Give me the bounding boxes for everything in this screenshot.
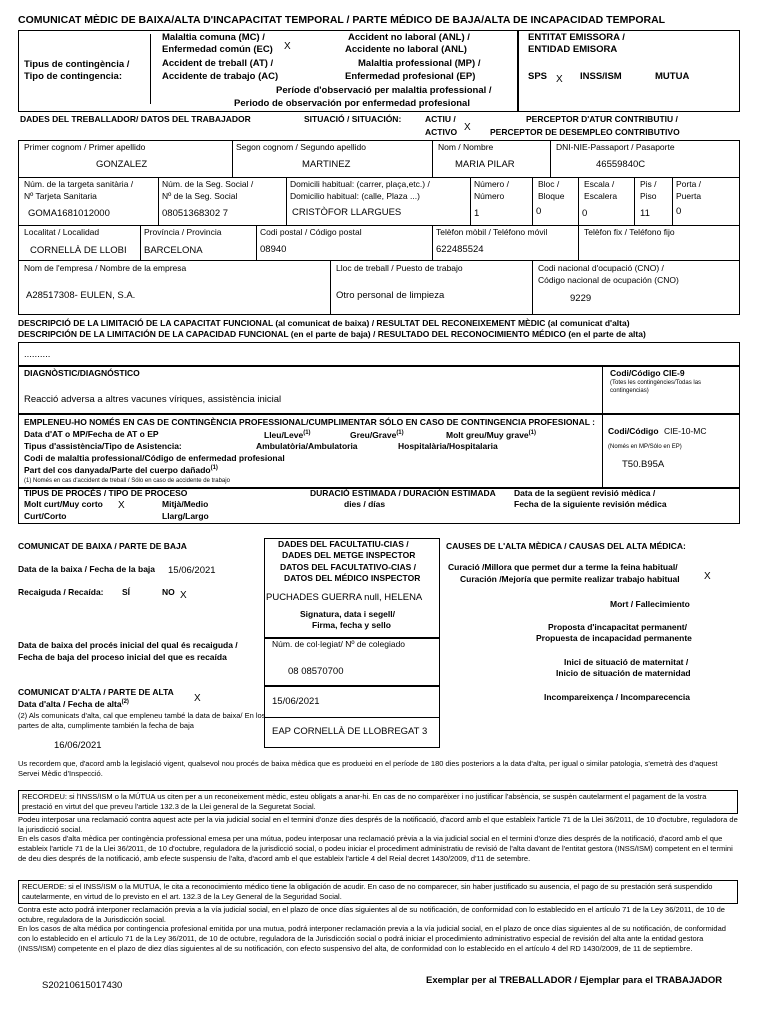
leave-date-value: 15/06/2021 xyxy=(168,565,216,576)
cie10-note: (Només en MP/Sólo en EP) xyxy=(608,444,682,450)
diagnosis-text: Reacció adversa a altres vacunes víriques, assistència inicial xyxy=(24,394,282,405)
mp-label-es: Enfermedad profesional (EP) xyxy=(345,71,476,82)
maternity-es: Inicio de situación de maternidad xyxy=(556,668,691,678)
province-label: Província / Provincia xyxy=(144,227,222,237)
ss-label2: Nº de la Seg. Social xyxy=(162,191,238,201)
anl-label-ca: Accident no laboral (ANL) / xyxy=(348,32,470,43)
discharge-title: COMUNICAT D'ALTA / PARTE DE ALTA xyxy=(18,687,174,697)
doctor-title1: DADES DEL FACULTATIU-CIAS / xyxy=(278,539,409,549)
initial-leave-ca: Data de baixa del procés inicial del qual és recaiguda / xyxy=(18,640,238,650)
address-value: CRISTÒFOR LLARGUES xyxy=(292,207,402,218)
block-label2: Bloque xyxy=(538,191,565,201)
number-label1: Número / xyxy=(474,179,509,189)
limitation-box xyxy=(18,342,740,366)
stair-label1: Escala / xyxy=(584,179,615,189)
colegiado-label: Núm. de col·legiat/ Nº de colegiado xyxy=(272,639,406,649)
cno-label1: Codi nacional d'ocupació (CNO) / xyxy=(538,263,664,273)
at-label-es: Accidente de trabajo (AC) xyxy=(162,71,279,82)
doctor-title2: DADES DEL METGE INSPECTOR xyxy=(282,550,416,560)
mobile-label: Telèfon mòbil / Teléfono móvil xyxy=(436,227,548,237)
contingency-label-ca: Tipus de contingència / xyxy=(24,59,130,70)
leave-title: COMUNICAT DE BAIXA / PARTE DE BAJA xyxy=(18,541,187,551)
relapse-no: NO xyxy=(162,587,175,597)
door-label2: Puerta xyxy=(676,191,702,201)
dni-label: DNI-NIE-Passaport / Pasaporte xyxy=(556,142,675,152)
doctor-title4: DATOS DEL MÉDICO INSPECTOR xyxy=(284,573,421,583)
health-card-value: GOMA1681012000 xyxy=(28,208,110,219)
limitation-title-es: DESCRIPCIÓN DE LA LIMITACIÓN DE LA CAPACIDAD FUNCIONAL (en el parte de baja) / RESULTADO DEL RECONOCIMIENTO MÉDICO (en el parte de alta) xyxy=(18,329,646,339)
cure-checkbox[interactable]: X xyxy=(704,571,711,582)
perceptor-es: PERCEPTOR DE DESEMPLEO CONTRIBUTIVO xyxy=(490,127,680,137)
company-label: Nom de l'empresa / Nombre de la empresa xyxy=(24,263,187,273)
leave-date-label: Data de la baixa / Fecha de la baja xyxy=(18,564,156,574)
actiu-label: ACTIU / xyxy=(425,114,456,124)
mp-label-ca: Malaltia professional (MP) / xyxy=(358,58,481,69)
address-label1: Domicili habitual: (carrer, plaça,etc.) / xyxy=(290,179,430,189)
province-value: BARCELONA xyxy=(144,245,203,256)
discharge-date-value: 15/06/2021 xyxy=(272,696,320,707)
address-label2: Domicilio habitual: (calle, Plaza ...) xyxy=(290,191,420,201)
workplace-value: Otro personal de limpieza xyxy=(336,290,445,301)
name-value: MARIA PILAR xyxy=(455,159,515,170)
company-value: A28517308- EULEN, S.A. xyxy=(26,290,136,301)
workplace-label: Lloc de treball / Puesto de trabajo xyxy=(336,263,463,273)
stair-value: 0 xyxy=(582,208,588,219)
surname2-label: Segon cognom / Segundo apellido xyxy=(236,142,366,152)
stair-label2: Escalera xyxy=(584,191,618,201)
diagnosis-label: DIAGNÒSTIC/DIAGNÓSTICO xyxy=(24,368,140,378)
review-label-ca: Data de la següent revisió mèdica / xyxy=(514,488,656,498)
professional-title: EMPLENEU-HO NOMÉS EN CAS DE CONTINGÈNCIA PROFESSIONAL/CUMPLIMENTAR SÓLO EN CASO DE CONTINGENCIA PROFESIONAL : xyxy=(24,417,595,427)
cie10-label2: CIE-10-MC xyxy=(664,426,707,436)
professional-footnote: (1) Només en cas d'accident de treball / Sólo en caso de accidente de trabajo xyxy=(24,478,230,484)
remember-ca-text: RECORDEU: si l'INSS/ISM o la MÚTUA us citen per a un reconeixement mèdic, esteu obligats a anar-hi. En cas de no comparèixer i no justificar l'absència, se suspèn cautelarment el pagament de la vostra prestació en virtut del que preveu l'article 132.3 de la Llei general de la Seguretat Social. xyxy=(22,792,707,811)
days-label: dies / días xyxy=(344,499,386,509)
very-serious-label: Molt greu/Muy grave$^{(1)}$ xyxy=(446,429,536,440)
contingency-bracket xyxy=(150,34,151,104)
floor-value: 11 xyxy=(640,208,650,219)
cie9-note: (Totes les contingències/Todas las contingencias) xyxy=(610,380,702,394)
sign-label-es: Firma, fecha y sello xyxy=(312,620,391,630)
causes-title: CAUSES DE L'ALTA MÈDICA / CAUSAS DEL ALTA MÉDICA: xyxy=(446,541,686,551)
obs-label-es: Periodo de observación por enfermedad profesional xyxy=(234,98,470,109)
entity-title-ca: ENTITAT EMISSORA / xyxy=(528,32,625,43)
permanent-ca: Proposta d'incapacitat permanent/ xyxy=(548,622,687,632)
at-label-ca: Accident de treball (AT) / xyxy=(162,58,274,69)
anl-label-es: Accidente no laboral (ANL) xyxy=(345,44,467,55)
cie10-label1: Codi/Código xyxy=(608,426,659,436)
reminder-text: Us recordem que, d'acord amb la legislació vigent, qualsevol nou procés de baixa mèdica que es produeixi en el període de 180 dies posteriors a la data d'alta, per igual o similar patologia, s'emetrà des d'aquest Servei Mèdic d'Inspecció. xyxy=(18,759,718,779)
surname1-label: Primer cognom / Primer apellido xyxy=(24,142,146,152)
document-code: S20210615017430 xyxy=(42,980,123,991)
dni-value: 46559840C xyxy=(596,159,646,170)
page-title: COMUNICAT MÈDIC DE BAIXA/ALTA D'INCAPACITAT TEMPORAL / PARTE MÉDICO DE BAJA/ALTA DE INCAPACIDAD TEMPORAL xyxy=(18,14,666,26)
cie10-value: T50.B95A xyxy=(622,459,665,470)
cure-es: Curación /Mejoría que permite realizar trabajo habitual xyxy=(460,574,680,584)
locality-label: Localitat / Localidad xyxy=(24,227,100,237)
hospital-label: Hospitalària/Hospitalaria xyxy=(398,441,498,451)
actiu-checkbox[interactable]: X xyxy=(464,122,471,133)
situation-label: SITUACIÓ / SITUACIÓN: xyxy=(304,114,402,124)
very-short-checkbox[interactable]: X xyxy=(118,500,125,511)
entity-inss: INSS/ISM xyxy=(580,71,622,82)
maternity-ca: Inici de situació de maternitat / xyxy=(564,657,689,667)
mobile-value: 622485524 xyxy=(436,244,484,255)
ambulatory-label: Ambulatòria/Ambulatoria xyxy=(256,441,358,451)
discharge-note: (2) Als comunicats d'alta, cal que empleneu també la data de baixa/ En los partes de alta, cumplimente también la fecha de baja xyxy=(18,711,266,730)
review-label-es: Fecha de la siguiente revisión médica xyxy=(514,499,667,509)
long-label: Llarg/Largo xyxy=(162,511,209,521)
surname2-value: MARTINEZ xyxy=(302,159,351,170)
surname1-value: GONZALEZ xyxy=(96,159,148,170)
process-type-label: TIPUS DE PROCÉS / TIPO DE PROCESO xyxy=(24,488,188,498)
initial-leave-es: Fecha de baja del proceso inicial del que es recaída xyxy=(18,652,227,662)
postal-value: 08940 xyxy=(260,244,287,255)
relapse-yes: SÍ xyxy=(122,587,131,597)
disease-code-label: Codi de malaltia professional/Código de enfermedad profesional xyxy=(24,453,285,463)
entity-title-es: ENTIDAD EMISORA xyxy=(528,44,618,55)
discharge-checkbox[interactable]: X xyxy=(194,693,201,704)
contingency-label-es: Tipo de contingencia: xyxy=(24,71,122,82)
door-label1: Porta / xyxy=(676,179,702,189)
duration-label: DURACIÓ ESTIMADA / DURACIÓN ESTIMADA xyxy=(310,488,496,498)
limitation-title-ca: DESCRIPCIÓ DE LA LIMITACIÓ DE LA CAPACITAT FUNCIONAL (al comunicat de baixa) / RESULTAT DEL RECONEIXEMENT MÈDIC (al comunicat d'alta) xyxy=(18,318,630,328)
ss-value: 08051368302 7 xyxy=(162,208,229,219)
worker-title: DADES DEL TREBALLADOR/ DATOS DEL TRABAJADOR xyxy=(20,114,251,124)
mutua-es-text: En los casos de alta médica por contingencia profesional emitida por una mutua, podrá interponer reclamación previa a la vía judicial social, en el plazo de once días siguientes al de su notificación, de conformidad con lo establecido en el artículo 71 de la Ley 36/2011, de 10 de octubre, reguladora de la Jurisdicción social o podrá iniciar el procedimiento administrativo especial de revisión del alta ante la entidad gestora (INSS/ISM) competente en el plazo de diez días siguientes al de su notificación, con efecto suspensivo del alta, de conformidad con lo establecido en el artículo 4 del RD 1430/2009, de 11 de septiembre. xyxy=(18,924,726,953)
health-card-label2: Nº Tarjeta Sanitaria xyxy=(24,191,97,201)
number-value: 1 xyxy=(474,208,480,219)
assist-label: Tipus d'assistència/Tipo de Asistencia: xyxy=(24,441,182,451)
death-label: Mort / Fallecimiento xyxy=(610,599,690,609)
block-label1: Bloc / xyxy=(538,179,560,189)
mutua-ca-text: En els casos d'alta mèdica per contingència professional emesa per una mútua, podeu interposar una reclamació prèvia a la via judicial social en el termini d'onze dies després de la notificació, d'acord amb el que estableix l'article 71 de la Llei 36/2011, de 10 d'octubre, reguladora de la jurisdicció social, o podeu iniciar el procediment administratiu de revisió de l'alta davant de l'entitat gestora (INSS/ISM) competent en el termini de deu dies després de la notificació, amb efecte suspensiu de l'alta, d'acord amb el que estableix l'article 4 del Reial decret 1430/2009, d'11 de setembre. xyxy=(18,834,733,863)
colegiado-value: 08 08570700 xyxy=(288,666,344,677)
cno-label2: Código nacional de ocupación (CNO) xyxy=(538,275,679,285)
at-date-label: Data d'AT o MP/Fecha de AT o EP xyxy=(24,429,159,439)
floor-label2: Piso xyxy=(640,191,657,201)
health-card-label1: Núm. de la targeta sanitària / xyxy=(24,179,134,189)
copy-label: Exemplar per al TREBALLADOR / Ejemplar para el TRABAJADOR xyxy=(426,975,723,986)
sps-checkbox[interactable]: X xyxy=(556,74,563,85)
claim-ca-text: Podeu interposar una reclamació contra aquest acte per la via judicial social en el termini d'onze dies després de la notificació, d'acord amb el que estableix l'article 71 de la Llei 36/2011, de 10 d'octubre, reguladora de la jurisdicció social. xyxy=(18,815,738,834)
entity-mutua: MUTUA xyxy=(655,71,690,82)
doctor-name: PUCHADES GUERRA null, HELENA xyxy=(266,592,423,603)
mc-label-ca: Malaltia comuna (MC) / xyxy=(162,32,265,43)
cure-ca: Curació /Millora que permet dur a terme la feina habitual/ xyxy=(448,562,678,572)
short-label: Curt/Corto xyxy=(24,511,67,521)
permanent-es: Propuesta de incapacidad permanente xyxy=(536,633,692,643)
very-short-label: Molt curt/Muy corto xyxy=(24,499,103,509)
discharge-leave-date: 16/06/2021 xyxy=(54,740,102,751)
remember-es-text: RECUERDE: si el INSS/ISM o la MUTUA, le cita a reconocimiento médico tiene la obligación de acudir. En caso de no comparecer, sin haber justificado su ausencia, el pago de su prestación será suspendido cautelarmente, en virtud de lo previsto en el art. 132.3 de la Ley General de la Seguridad Social. xyxy=(22,882,713,901)
locality-value: CORNELLÀ DE LLOBI xyxy=(30,245,127,256)
number-label2: Número xyxy=(474,191,505,201)
serious-label: Greu/Grave$^{(1)}$ xyxy=(350,429,404,440)
mc-checkbox[interactable]: X xyxy=(284,41,291,52)
door-value: 0 xyxy=(676,206,682,217)
relapse-no-checkbox[interactable]: X xyxy=(180,590,187,601)
block-value: 0 xyxy=(536,206,542,217)
absence-label: Incompareixença / Incomparecencia xyxy=(544,692,690,702)
doctor-title3: DATOS DEL FACULTATIVO-CIAS / xyxy=(280,562,416,572)
entity-sps: SPS xyxy=(528,71,548,82)
mild-label: Lleu/Leve$^{(1)}$ xyxy=(264,429,311,440)
ss-label1: Núm. de la Seg. Social / xyxy=(162,179,254,189)
postal-label: Codi postal / Código postal xyxy=(260,227,362,237)
perceptor-ca: PERCEPTOR D'ATUR CONTRIBUTIU / xyxy=(526,114,678,124)
name-label: Nom / Nombre xyxy=(438,142,494,152)
center-value: EAP CORNELLÀ DE LLOBREGAT 3 xyxy=(272,726,428,737)
limitation-text: .......... xyxy=(24,349,51,360)
activo-label: ACTIVO xyxy=(425,127,458,137)
floor-label1: Pis / xyxy=(640,179,657,189)
body-part-label: Part del cos danyada/Parte del cuerpo dañado$^{(1)}$ xyxy=(24,464,218,475)
cie9-label: Codi/Código CIE-9 xyxy=(610,368,685,378)
claim-es-text: Contra este acto podrá interponer reclamación previa a la vía judicial social, en el plazo de once días siguientes al de su notificación, de conformidad con lo establecido en el artículo 71 de la Ley 36/2011, de 10 de octubre, reguladora de la Jurisdicción social. xyxy=(18,905,725,924)
medium-label: Mitjà/Medio xyxy=(162,499,209,509)
mc-label-es: Enfermedad común (EC) xyxy=(162,44,273,55)
phone-label: Telèfon fix / Teléfono fijo xyxy=(584,227,675,237)
cno-value: 9229 xyxy=(570,293,592,304)
relapse-label: Recaiguda / Recaída: xyxy=(18,587,104,597)
obs-label-ca: Període d'observació per malaltia professional / xyxy=(276,85,492,96)
discharge-date-label: Data d'alta / Fecha de alta$^{(2)}$ xyxy=(18,698,129,709)
sign-label-ca: Signatura, data i segell/ xyxy=(300,609,395,619)
